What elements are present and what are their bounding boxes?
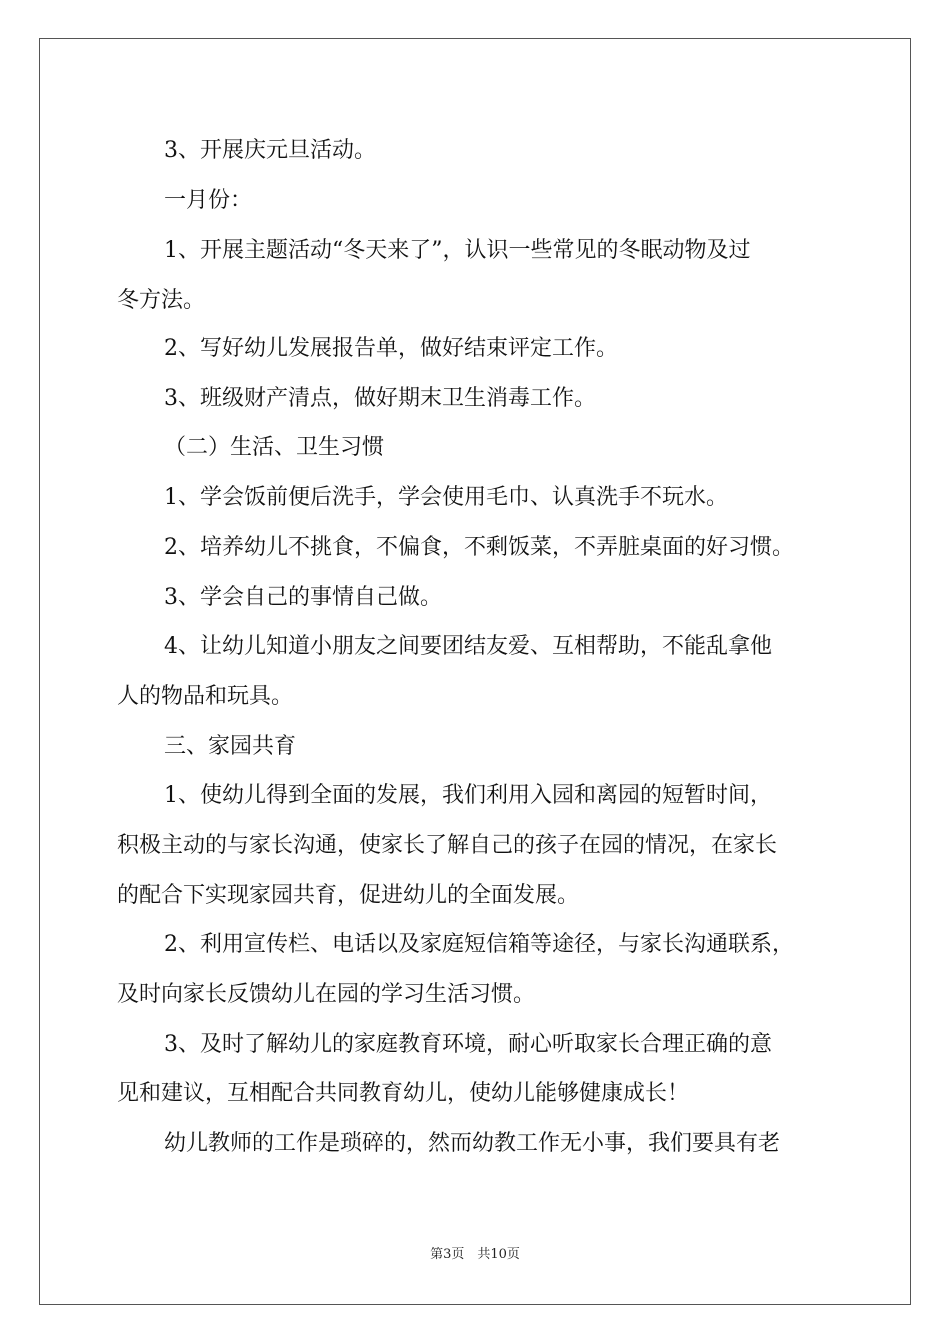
text-line: 1、使幼儿得到全面的发展，我们利用入园和离园的短暂时间， — [164, 783, 772, 808]
text-line: 2、利用宣传栏、电话以及家庭短信箱等途径，与家长沟通联系， — [164, 932, 794, 957]
text-line: 的配合下实现家园共育，促进幼儿的全面发展。 — [117, 883, 580, 908]
text-line: 人的物品和玩具。 — [117, 684, 294, 709]
text-line: 见和建议，互相配合共同教育幼儿，使幼儿能够健康成长！ — [117, 1081, 690, 1106]
text-line: 4、让幼儿知道小朋友之间要团结友爱、互相帮助，不能乱拿他 — [164, 634, 772, 659]
text-line: 及时向家长反馈幼儿在园的学习生活习惯。 — [117, 982, 536, 1007]
text-line: 冬方法。 — [117, 288, 206, 313]
text-line: 积极主动的与家长沟通，使家长了解自己的孩子在园的情况，在家长 — [117, 833, 778, 858]
page-footer: 第3页 共10页 — [430, 1247, 520, 1262]
text-line: 3、开展庆元旦活动。 — [164, 138, 376, 163]
section-heading: （二）生活、卫生习惯 — [164, 435, 385, 460]
text-line: 1、开展主题活动“冬天来了”，认识一些常见的冬眠动物及过 — [164, 238, 751, 263]
text-line: 1、学会饭前便后洗手，学会使用毛巾、认真洗手不玩水。 — [164, 485, 728, 510]
text-line: 3、及时了解幼儿的家庭教育环境，耐心听取家长合理正确的意 — [164, 1032, 772, 1057]
text-line: 2、写好幼儿发展报告单，做好结束评定工作。 — [164, 336, 618, 361]
section-heading: 三、家园共育 — [164, 734, 297, 759]
text-line: 3、学会自己的事情自己做。 — [164, 585, 442, 610]
text-line: 2、培养幼儿不挑食，不偏食，不剩饭菜，不弄脏桌面的好习惯。 — [164, 535, 794, 560]
text-line: 3、班级财产清点，做好期末卫生消毒工作。 — [164, 386, 596, 411]
text-line: 一月份： — [164, 188, 253, 213]
text-line: 幼儿教师的工作是琐碎的，然而幼教工作无小事，我们要具有老 — [164, 1131, 781, 1156]
